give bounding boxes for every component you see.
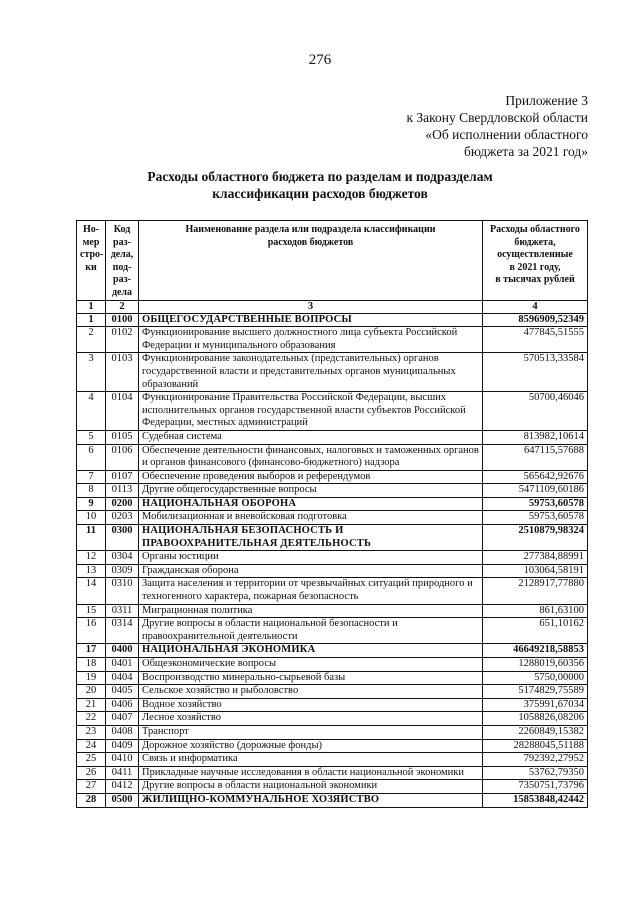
- table-row: [77, 739, 588, 753]
- row-name: НАЦИОНАЛЬНАЯ ЭКОНОМИКА: [139, 644, 483, 658]
- row-number: 3: [77, 353, 106, 392]
- row-code: 0411: [106, 766, 139, 780]
- row-name: Функционирование Правительства Российской Федерации, высших исполнительных органов государственной власти субъектов Российской Федерации, местных администраций: [139, 392, 483, 431]
- row-number: 4: [77, 392, 106, 431]
- table-header-row: [77, 221, 588, 301]
- table-row: [77, 685, 588, 699]
- appendix-note: [406, 92, 588, 160]
- row-number: 6: [77, 444, 106, 470]
- row-amount: 59753,60578: [483, 497, 588, 511]
- row-code: 0113: [106, 484, 139, 498]
- row-code: 0200: [106, 497, 139, 511]
- row-name: ОБЩЕГОСУДАРСТВЕННЫЕ ВОПРОСЫ: [139, 313, 483, 327]
- column-number-row: [77, 300, 588, 313]
- table-row: [77, 618, 588, 644]
- row-name: Сельское хозяйство и рыболовство: [139, 685, 483, 699]
- row-amount: 5750,00000: [483, 671, 588, 685]
- table-row-section: [77, 644, 588, 658]
- row-name: Защита населения и территории от чрезвычайных ситуаций природного и техногенного характера, пожарная безопасность: [139, 578, 483, 604]
- row-name: Мобилизационная и вневойсковая подготовка: [139, 511, 483, 525]
- row-amount: 2260849,15382: [483, 725, 588, 739]
- row-name: Функционирование высшего должностного лица субъекта Российской Федерации и муниципального образования: [139, 327, 483, 353]
- row-amount: 7350751,73796: [483, 780, 588, 794]
- row-code: 0203: [106, 511, 139, 525]
- row-name: Прикладные научные исследования в области национальной экономики: [139, 766, 483, 780]
- row-name: Другие общегосударственные вопросы: [139, 484, 483, 498]
- row-name: Общеэкономические вопросы: [139, 658, 483, 672]
- document-title: [0, 168, 640, 202]
- row-name: НАЦИОНАЛЬНАЯ ОБОРОНА: [139, 497, 483, 511]
- row-number: 15: [77, 604, 106, 618]
- row-number: 12: [77, 551, 106, 565]
- row-code: 0412: [106, 780, 139, 794]
- table-row: [77, 753, 588, 767]
- page-number: 276: [308, 52, 332, 68]
- row-code: 0107: [106, 470, 139, 484]
- table-row-section: [77, 525, 588, 551]
- row-code: 0408: [106, 725, 139, 739]
- row-code: 0106: [106, 444, 139, 470]
- row-code: 0105: [106, 430, 139, 444]
- row-code: 0409: [106, 739, 139, 753]
- row-amount: 103064,58191: [483, 564, 588, 578]
- row-number: 9: [77, 497, 106, 511]
- row-amount: 53762,79350: [483, 766, 588, 780]
- row-code: 0314: [106, 618, 139, 644]
- row-number: 11: [77, 525, 106, 551]
- row-number: 1: [77, 313, 106, 327]
- table-row: [77, 392, 588, 431]
- header-code: Код раз- дела, под- раз- дела: [106, 221, 139, 301]
- table-row: [77, 578, 588, 604]
- row-code: 0300: [106, 525, 139, 551]
- header-amount: Расходы областного бюджета, осуществленные в 2021 году, в тысячах рублей: [483, 221, 588, 301]
- row-amount: 651,10162: [483, 618, 588, 644]
- table-row: [77, 327, 588, 353]
- row-code: 0500: [106, 793, 139, 807]
- row-code: 0407: [106, 712, 139, 726]
- row-name: Дорожное хозяйство (дорожные фонды): [139, 739, 483, 753]
- row-code: 0404: [106, 671, 139, 685]
- table-row: [77, 470, 588, 484]
- row-amount: 2510879,98324: [483, 525, 588, 551]
- appendix-line: Приложение 3: [505, 93, 588, 108]
- row-name: Транспорт: [139, 725, 483, 739]
- column-number: 3: [139, 300, 483, 313]
- row-amount: 59753,60578: [483, 511, 588, 525]
- row-amount: 277384,88991: [483, 551, 588, 565]
- table-row: [77, 780, 588, 794]
- row-number: 27: [77, 780, 106, 794]
- row-amount: 28288045,51188: [483, 739, 588, 753]
- row-name: НАЦИОНАЛЬНАЯ БЕЗОПАСНОСТЬ И ПРАВООХРАНИТЕЛЬНАЯ ДЕЯТЕЛЬНОСТЬ: [139, 525, 483, 551]
- row-code: 0102: [106, 327, 139, 353]
- header-row-number: Но- мер стро- ки: [77, 221, 106, 301]
- table-row-section: [77, 313, 588, 327]
- table-row: [77, 604, 588, 618]
- row-amount: 50700,46046: [483, 392, 588, 431]
- table-row: [77, 564, 588, 578]
- row-name: Миграционная политика: [139, 604, 483, 618]
- row-amount: 46649218,58853: [483, 644, 588, 658]
- row-name: ЖИЛИЩНО-КОММУНАЛЬНОЕ ХОЗЯЙСТВО: [139, 793, 483, 807]
- column-number: 2: [106, 300, 139, 313]
- row-code: 0104: [106, 392, 139, 431]
- appendix-line: к Закону Свердловской области: [406, 110, 588, 125]
- row-name: Обеспечение деятельности финансовых, налоговых и таможенных органов и органов финансового (финансово-бюджетного) надзора: [139, 444, 483, 470]
- row-name: Связь и информатика: [139, 753, 483, 767]
- row-amount: 647115,57688: [483, 444, 588, 470]
- row-number: 8: [77, 484, 106, 498]
- row-name: Водное хозяйство: [139, 698, 483, 712]
- appendix-line: бюджета за 2021 год»: [464, 144, 588, 159]
- row-amount: 1288019,60356: [483, 658, 588, 672]
- row-number: 10: [77, 511, 106, 525]
- table-body: [77, 313, 588, 807]
- table-row: [77, 430, 588, 444]
- table-row: [77, 484, 588, 498]
- row-number: 5: [77, 430, 106, 444]
- row-name: Органы юстиции: [139, 551, 483, 565]
- row-amount: 8596909,52349: [483, 313, 588, 327]
- table-row: [77, 353, 588, 392]
- row-number: 26: [77, 766, 106, 780]
- table-row-section: [77, 497, 588, 511]
- row-amount: 477845,51555: [483, 327, 588, 353]
- row-code: 0406: [106, 698, 139, 712]
- table-row: [77, 511, 588, 525]
- row-code: 0400: [106, 644, 139, 658]
- row-number: 20: [77, 685, 106, 699]
- row-code: 0304: [106, 551, 139, 565]
- row-number: 18: [77, 658, 106, 672]
- row-code: 0310: [106, 578, 139, 604]
- row-amount: 570513,33584: [483, 353, 588, 392]
- row-number: 13: [77, 564, 106, 578]
- row-number: 23: [77, 725, 106, 739]
- row-name: Обеспечение проведения выборов и референдумов: [139, 470, 483, 484]
- title-line: Расходы областного бюджета по разделам и подразделам: [147, 169, 493, 184]
- budget-expenditure-table: [76, 220, 588, 808]
- row-amount: 792392,27952: [483, 753, 588, 767]
- row-amount: 565642,92676: [483, 470, 588, 484]
- row-code: 0401: [106, 658, 139, 672]
- row-code: 0410: [106, 753, 139, 767]
- row-amount: 1058826,08206: [483, 712, 588, 726]
- row-number: 17: [77, 644, 106, 658]
- appendix-line: «Об исполнении областного: [425, 127, 588, 142]
- table-row: [77, 444, 588, 470]
- row-amount: 813982,10614: [483, 430, 588, 444]
- row-number: 7: [77, 470, 106, 484]
- table-row: [77, 698, 588, 712]
- row-amount: 375991,67034: [483, 698, 588, 712]
- row-code: 0309: [106, 564, 139, 578]
- table-row: [77, 725, 588, 739]
- row-number: 25: [77, 753, 106, 767]
- row-amount: 5471109,60186: [483, 484, 588, 498]
- title-line: классификации расходов бюджетов: [212, 186, 428, 201]
- row-number: 2: [77, 327, 106, 353]
- row-code: 0103: [106, 353, 139, 392]
- row-number: 21: [77, 698, 106, 712]
- row-name: Гражданская оборона: [139, 564, 483, 578]
- row-number: 22: [77, 712, 106, 726]
- row-name: Функционирование законодательных (представительных) органов государственной власти и представительных органов муниципальных образований: [139, 353, 483, 392]
- row-name: Судебная система: [139, 430, 483, 444]
- row-name: Воспроизводство минерально-сырьевой базы: [139, 671, 483, 685]
- column-number: 1: [77, 300, 106, 313]
- row-number: 19: [77, 671, 106, 685]
- row-name: Другие вопросы в области национальной экономики: [139, 780, 483, 794]
- column-number: 4: [483, 300, 588, 313]
- row-code: 0100: [106, 313, 139, 327]
- row-name: Лесное хозяйство: [139, 712, 483, 726]
- row-number: 14: [77, 578, 106, 604]
- table-row-section: [77, 793, 588, 807]
- table-row: [77, 766, 588, 780]
- row-code: 0405: [106, 685, 139, 699]
- row-code: 0311: [106, 604, 139, 618]
- row-number: 28: [77, 793, 106, 807]
- row-amount: 15853848,42442: [483, 793, 588, 807]
- row-number: 16: [77, 618, 106, 644]
- table-row: [77, 551, 588, 565]
- row-name: Другие вопросы в области национальной безопасности и правоохранительной деятельности: [139, 618, 483, 644]
- table-row: [77, 658, 588, 672]
- row-amount: 5174829,75589: [483, 685, 588, 699]
- row-number: 24: [77, 739, 106, 753]
- table-row: [77, 671, 588, 685]
- row-amount: 861,63100: [483, 604, 588, 618]
- header-name: Наименование раздела или подраздела классификации расходов бюджетов: [139, 221, 483, 301]
- row-amount: 2128917,77880: [483, 578, 588, 604]
- table-row: [77, 712, 588, 726]
